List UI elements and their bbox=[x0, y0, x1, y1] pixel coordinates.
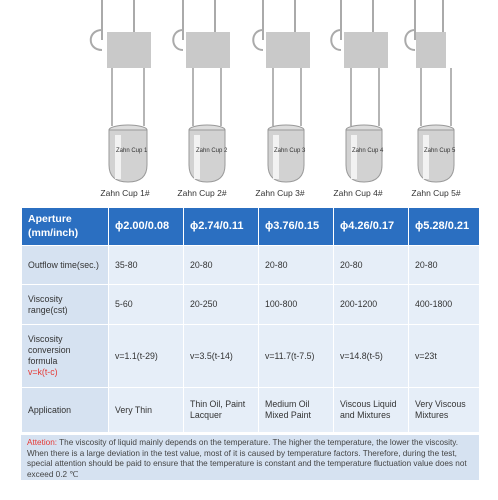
table-row bbox=[22, 285, 480, 325]
table-cell: 200-1200 bbox=[334, 285, 409, 325]
zahn-cup-2-image bbox=[162, 0, 242, 205]
header-label: Aperture (mm/inch) bbox=[22, 208, 109, 246]
row-label: Viscosity range(cst) bbox=[22, 285, 109, 325]
formula-label: v=k(t-c) bbox=[28, 366, 58, 377]
table-cell: v=14.8(t-5) bbox=[334, 325, 409, 388]
table-cell: Thin Oil, Paint Lacquer bbox=[184, 388, 259, 433]
table-cell: 35-80 bbox=[109, 246, 184, 285]
table-cell: Very Viscous Mixtures bbox=[409, 388, 480, 433]
cup-engraving: Zahn Cup 5 bbox=[424, 148, 456, 154]
row-label: Viscosity conversion formula bbox=[28, 334, 71, 366]
cup-label: Zahn Cup 1# bbox=[100, 188, 150, 198]
attention-text: The viscosity of liquid mainly depends on the temperature. The higher the temperature, the lower the viscosity. When there is a large deviation in the test value, most of it is caused by temperature factors. Therefore, during the test, special attention should be paid to ensure that the temperature is constant and the temperature fluctuation value does not exceed 0.2 ℃ bbox=[27, 438, 467, 479]
row-label-cell bbox=[22, 325, 109, 388]
cup-label: Zahn Cup 3# bbox=[255, 188, 305, 198]
cup-engraving: Zahn Cup 3 bbox=[274, 148, 306, 154]
header-value: ϕ3.76/0.15 bbox=[259, 208, 334, 246]
table-cell: 100-800 bbox=[259, 285, 334, 325]
table-cell: 20-80 bbox=[334, 246, 409, 285]
cup-engraving: Zahn Cup 2 bbox=[196, 148, 228, 154]
table-row bbox=[22, 388, 480, 433]
table-cell: 20-80 bbox=[259, 246, 334, 285]
header-value: ϕ4.26/0.17 bbox=[334, 208, 409, 246]
table-row bbox=[22, 325, 480, 388]
row-label: Outflow time(sec.) bbox=[22, 246, 109, 285]
table-cell: v=23t bbox=[409, 325, 480, 388]
table-cell: 20-80 bbox=[184, 246, 259, 285]
table-cell: 5-60 bbox=[109, 285, 184, 325]
table-cell: v=3.5(t-14) bbox=[184, 325, 259, 388]
zahn-cup-5-image bbox=[396, 0, 476, 205]
zahn-cup-4-image bbox=[318, 0, 398, 205]
table-cell: v=1.1(t-29) bbox=[109, 325, 184, 388]
table-cell: Viscous Liquid and Mixtures bbox=[334, 388, 409, 433]
product-image-row bbox=[0, 0, 498, 205]
header-value: ϕ5.28/0.21 bbox=[409, 208, 480, 246]
cup-label: Zahn Cup 5# bbox=[411, 188, 461, 198]
zahn-cup-3-image bbox=[240, 0, 320, 205]
attention-label: Attetion: bbox=[27, 438, 58, 447]
zahn-cup-1-image bbox=[85, 0, 165, 205]
table-row bbox=[22, 246, 480, 285]
header-value: ϕ2.74/0.11 bbox=[184, 208, 259, 246]
attention-note bbox=[21, 435, 479, 480]
row-label: Application bbox=[22, 388, 109, 433]
cup-engraving: Zahn Cup 1 bbox=[116, 148, 148, 154]
table-cell: 400-1800 bbox=[409, 285, 480, 325]
table-header-row bbox=[22, 208, 480, 246]
table-cell: Very Thin bbox=[109, 388, 184, 433]
cup-label: Zahn Cup 2# bbox=[177, 188, 227, 198]
table-cell: v=11.7(t-7.5) bbox=[259, 325, 334, 388]
cup-engraving: Zahn Cup 4 bbox=[352, 148, 384, 154]
table-cell: 20-250 bbox=[184, 285, 259, 325]
table-cell: 20-80 bbox=[409, 246, 480, 285]
cup-label: Zahn Cup 4# bbox=[333, 188, 383, 198]
spec-table bbox=[21, 207, 480, 433]
header-value: ϕ2.00/0.08 bbox=[109, 208, 184, 246]
table-cell: Medium Oil Mixed Paint bbox=[259, 388, 334, 433]
